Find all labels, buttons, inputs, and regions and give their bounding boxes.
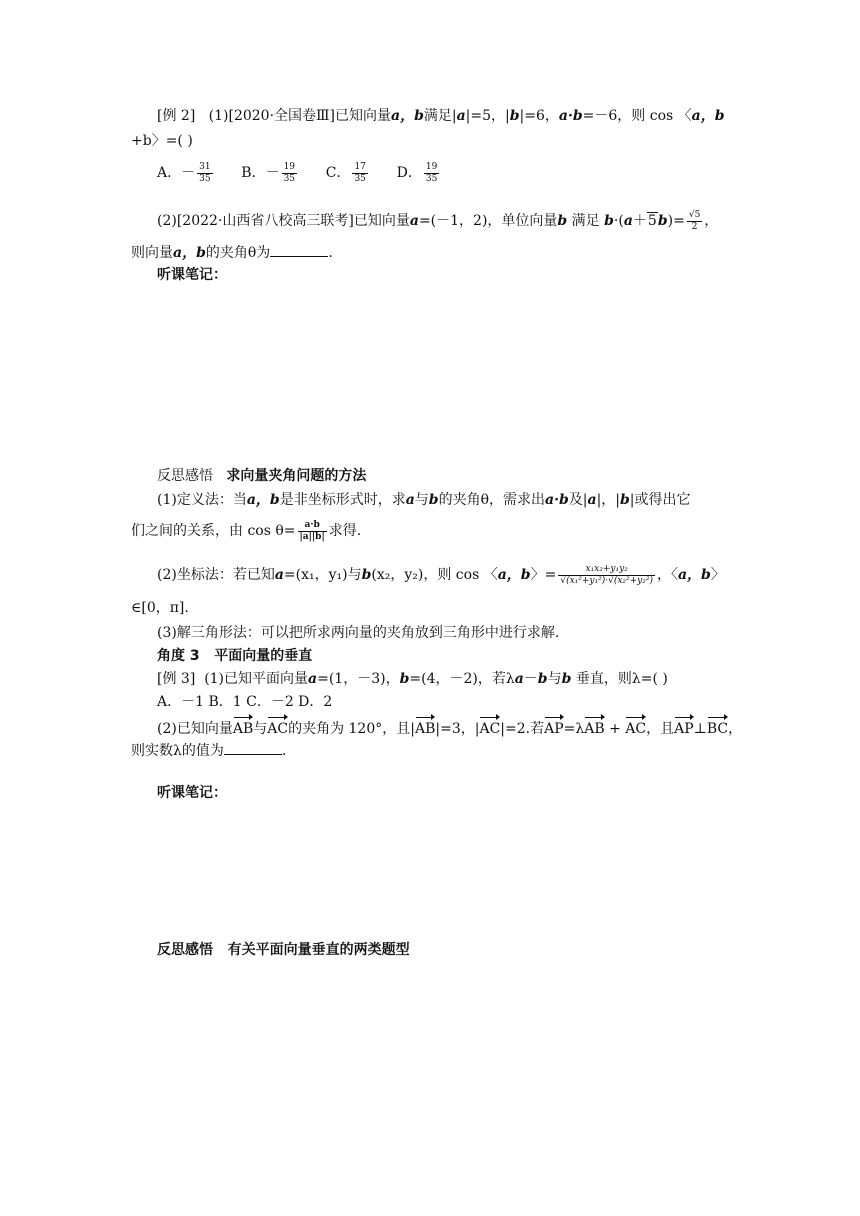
option-b: B．－ $\frac{19}{35}$ (241, 161, 296, 184)
example-2-line-1: [例 2] (1)[2020·全国卷Ⅲ]已知向量a，b满足|a|=5，|b|=6，a·b=－6，则 cos 〈a，b (157, 108, 725, 124)
option-c: C． $\frac{17}{35}$ (325, 161, 366, 184)
answer-blank[interactable] (224, 740, 282, 755)
method-2-line-2: ∈[0，π]. (131, 600, 189, 616)
example-3-q2-line-1: (2)已知向量AB与AC的夹角为 120°，且|AB|=3，|AC|=2.若AP=λAB + AC，且AP⊥BC， (157, 715, 742, 739)
example-3-tag: [例 3] (157, 671, 196, 687)
method-2-line-1: (2)坐标法：若已知a=(x₁，y₁)与b(x₂，y₂)，则 cos 〈a，b〉= $\frac{\text{x₁x₂+y₁y₂}}{\text{√(x₁²+y₁²)·√(x₂²+y₂²)}}$ ，〈a，b〉 (157, 563, 725, 586)
option-a: A．－ $\frac{31}{35}$ (157, 161, 211, 184)
example-3-q2-line-2: 则实数λ的值为 . (131, 740, 286, 761)
example-3-options: A．－1 B．1 C．－2 D．2 (157, 694, 333, 710)
reflection-heading-2: 反思感悟 有关平面向量垂直的两类题型 (157, 942, 410, 958)
example-2-q2-line-2: 则向量a，b的夹角θ为 . (131, 242, 333, 263)
example-2-line-2: +b〉=( ) (131, 133, 193, 149)
source-citation: [2022·山西省八校高三联考] (176, 213, 354, 229)
option-d: D． $\frac{19}{35}$ (396, 161, 438, 184)
method-3: (3)解三角形法：可以把所求两向量的夹角放到三角形中进行求解. (157, 625, 560, 641)
example-3-line-1: [例 3] (1)已知平面向量a=(1，－3)，b=(4，－2)，若λa－b与b 垂直，则λ=( ) (157, 671, 668, 687)
source-citation: [2020·全国卷Ⅲ] (228, 108, 335, 124)
method-1-line-2: 们之间的关系，由 cos θ= $\frac{a\cdot b}{|a||b|}$ 求得. (131, 519, 362, 542)
lecture-notes-label: 听课笔记： (157, 267, 227, 283)
example-2-tag: [例 2] (157, 108, 196, 124)
example-2-options (157, 160, 441, 186)
lecture-notes-label: 听课笔记： (157, 785, 227, 801)
reflection-title: 求向量夹角问题的方法 (226, 468, 367, 484)
section-heading-angle-3: 角度 3 平面向量的垂直 (157, 648, 313, 664)
reflection-label: 反思感悟 (157, 468, 213, 484)
method-1-line-1: (1)定义法：当a，b是非坐标形式时，求a与b的夹角θ，需求出a·b及|a|，|b|或得出它 (157, 492, 691, 508)
answer-blank[interactable] (270, 242, 328, 257)
example-2-q2-line-1: (2)[2022·山西省八校高三联考]已知向量a=(－1，2)，单位向量b 满足 b·(a＋5b)= $\frac{√5}{2}$ ， (157, 209, 719, 232)
reflection-heading (157, 466, 366, 486)
